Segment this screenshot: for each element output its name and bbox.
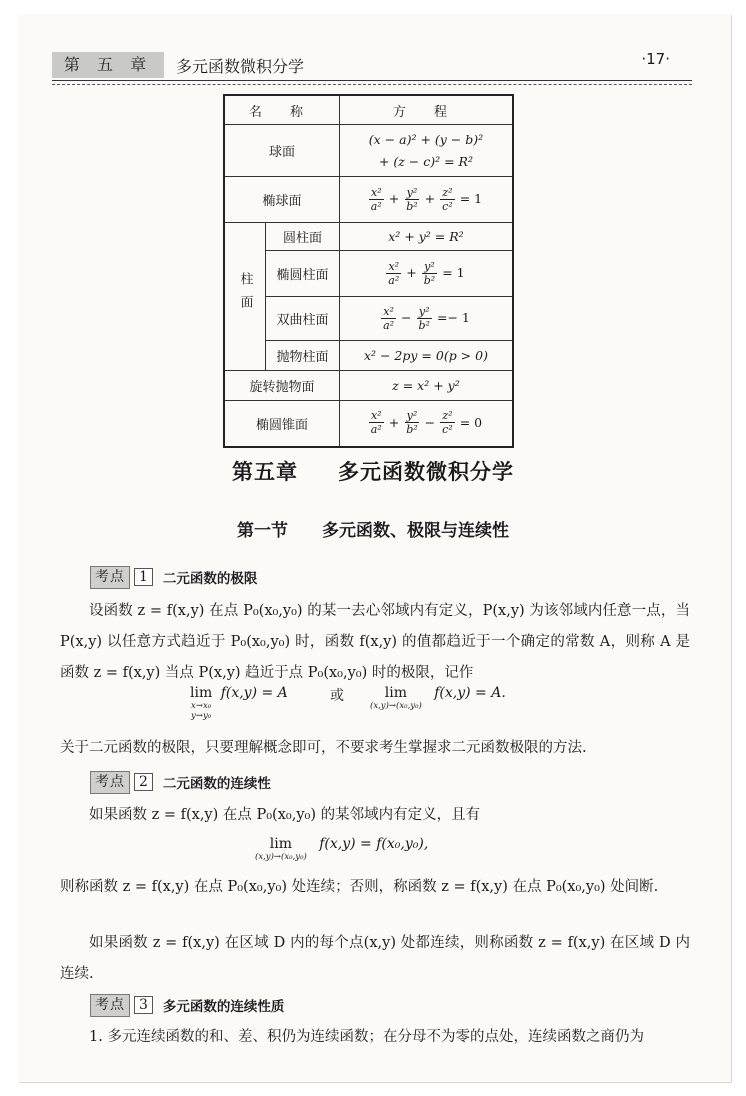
- header-rule-dashed: [52, 84, 692, 85]
- paragraph: 1. 多元连续函数的和、差、积仍为连续函数；在分母不为零的点处，连续函数之商仍为: [89, 1029, 644, 1045]
- formula-rotational-paraboloid: z = x² + y²: [339, 371, 513, 401]
- col-header-name: 名 称: [224, 95, 339, 125]
- key-point-number: 2: [134, 773, 153, 791]
- row-name-rotational-paraboloid: 旋转抛物面: [224, 371, 339, 401]
- fraction: $\frac{\text{y²}}{\text{b²}}$: [423, 259, 436, 287]
- key-point-2-body: [60, 800, 690, 831]
- row-name-ellipsoid: 椭球面: [224, 177, 339, 223]
- header-rule: [52, 80, 692, 81]
- section-title: 第一节 多元函数、极限与连续性: [237, 521, 509, 541]
- fraction: $\frac{\text{y²}}{\text{b²}}$: [418, 304, 430, 332]
- paragraph: 关于二元函数的极限，只要理解概念即可，不要求考生掌握求二元函数极限的方法.: [60, 740, 587, 756]
- key-point-title: 二元函数的连续性: [162, 775, 271, 792]
- row-name-elliptic-cone: 椭圆锥面: [224, 401, 339, 447]
- row-name-circular-cylinder: 圆柱面: [266, 223, 340, 251]
- formula-elliptic-cylinder: $\frac{\text{x²}}{\text{a²}}$ + $\frac{\text{y²}}{\text{b²}}$ = 1: [339, 251, 513, 297]
- key-point-1-note: [60, 733, 690, 764]
- key-point-title: 多元函数的连续性质: [162, 998, 285, 1015]
- key-point-title: 二元函数的极限: [162, 570, 258, 587]
- fraction: $\frac{\text{x²}}{\text{a²}}$: [388, 259, 400, 287]
- limit-operator: lim (x,y)→(x₀,y₀): [255, 836, 307, 862]
- fraction: $\frac{\text{x²}}{\text{a²}}$: [370, 185, 382, 213]
- formula-elliptic-cone: $\frac{\text{x²}}{\text{a²}}$ + $\frac{\text{y²}}{\text{b²}}$ − $\frac{\text{z²}}{\text{c²}}$ = 0: [339, 401, 513, 447]
- key-point-3-heading: [90, 994, 284, 1016]
- formula-parabolic-cylinder: x² − 2py = 0(p > 0): [339, 341, 513, 371]
- page-number: ·17·: [641, 50, 670, 68]
- key-point-2-body-2: [60, 872, 690, 903]
- chapter-tag: 第 五 章: [52, 52, 164, 78]
- key-point-1-body: [60, 596, 690, 689]
- limit-operator: lim (x,y)→(x₀,y₀): [370, 685, 422, 711]
- formula-sphere-line1: (x − a)² + (y − b)²: [368, 131, 484, 147]
- fraction: $\frac{\text{x²}}{\text{a²}}$: [383, 304, 395, 332]
- key-point-number: 1: [134, 568, 153, 586]
- key-point-number: 3: [134, 996, 153, 1014]
- row-name-elliptic-cylinder: 椭圆柱面: [266, 251, 340, 297]
- limit-formula-1: lim x→x₀ y→y₀ f(x,y) = A: [190, 685, 288, 721]
- row-name-hyperbolic-cylinder: 双曲柱面: [266, 297, 340, 341]
- formula-hyperbolic-cylinder: $\frac{\text{x²}}{\text{a²}}$ − $\frac{\text{y²}}{\text{b²}}$ =− 1: [339, 297, 513, 341]
- fraction: $\frac{\text{z²}}{\text{c²}}$: [442, 185, 453, 213]
- running-header: [52, 44, 692, 84]
- row-group-cylinder: 柱面: [224, 223, 266, 371]
- fraction: $\frac{\text{y²}}{\text{b²}}$: [406, 185, 418, 213]
- paragraph: 则称函数 z = f(x,y) 在点 P₀(x₀,y₀) 处连续；否则，称函数 z = f(x,y) 在点 P₀(x₀,y₀) 处间断.: [60, 879, 659, 895]
- fraction: $\frac{\text{x²}}{\text{a²}}$: [370, 409, 382, 437]
- paragraph: 如果函数 z = f(x,y) 在区域 D 内的每个点(x,y) 处都连续，则称函数 z = f(x,y) 在区域 D 内连续.: [60, 935, 690, 982]
- formula-circular-cylinder: x² + y² = R²: [339, 223, 513, 251]
- chapter-title: 第五章 多元函数微积分学: [232, 460, 514, 484]
- key-point-badge: 考点: [90, 994, 130, 1017]
- row-name-parabolic-cylinder: 抛物柱面: [266, 341, 340, 371]
- key-point-2-body-3: [60, 928, 690, 990]
- row-name-sphere: 球面: [224, 125, 339, 177]
- paragraph: 设函数 z = f(x,y) 在点 P₀(x₀,y₀) 的某一去心邻域内有定义，P(x,y) 为该邻域内任意一点，当 P(x,y) 以任意方式趋近于 P₀(x₀,y₀) 时，函数 f(x,y) 的值都趋近于一个确定的常数 A，则称 A 是函数 z = f(x,y) 当点 P(x,y) 趋近于点 P₀(x₀,y₀) 时的极限，记作: [60, 603, 690, 681]
- limit-formula-2: lim (x,y)→(x₀,y₀) f(x,y) = A.: [370, 685, 506, 711]
- header-title: 多元函数微积分学: [176, 57, 305, 76]
- col-header-equation: 方 程: [339, 95, 513, 125]
- formula-sphere-line2: + (z − c)² = R²: [378, 153, 473, 169]
- fraction: $\frac{\text{y²}}{\text{b²}}$: [406, 409, 418, 437]
- paragraph: 如果函数 z = f(x,y) 在点 P₀(x₀,y₀) 的某邻域内有定义，且有: [89, 807, 481, 823]
- key-point-2-heading: [90, 771, 271, 793]
- surface-equation-table: [223, 94, 514, 448]
- limit-operator: lim x→x₀ y→y₀: [190, 685, 213, 721]
- key-point-1-heading: [90, 566, 257, 588]
- or-word: 或: [330, 688, 344, 704]
- key-point-badge: 考点: [90, 566, 130, 589]
- formula-sphere: [339, 125, 513, 177]
- key-point-3-body: [60, 1022, 690, 1053]
- key-point-badge: 考点: [90, 771, 130, 794]
- fraction: $\frac{\text{z²}}{\text{c²}}$: [442, 409, 453, 437]
- formula-ellipsoid: $\frac{\text{x²}}{\text{a²}}$ + $\frac{\text{y²}}{\text{b²}}$ + $\frac{\text{z²}}{\text{c²}}$ = 1: [339, 177, 513, 223]
- continuity-limit-formula: lim (x,y)→(x₀,y₀) f(x,y) = f(x₀,y₀),: [255, 836, 429, 862]
